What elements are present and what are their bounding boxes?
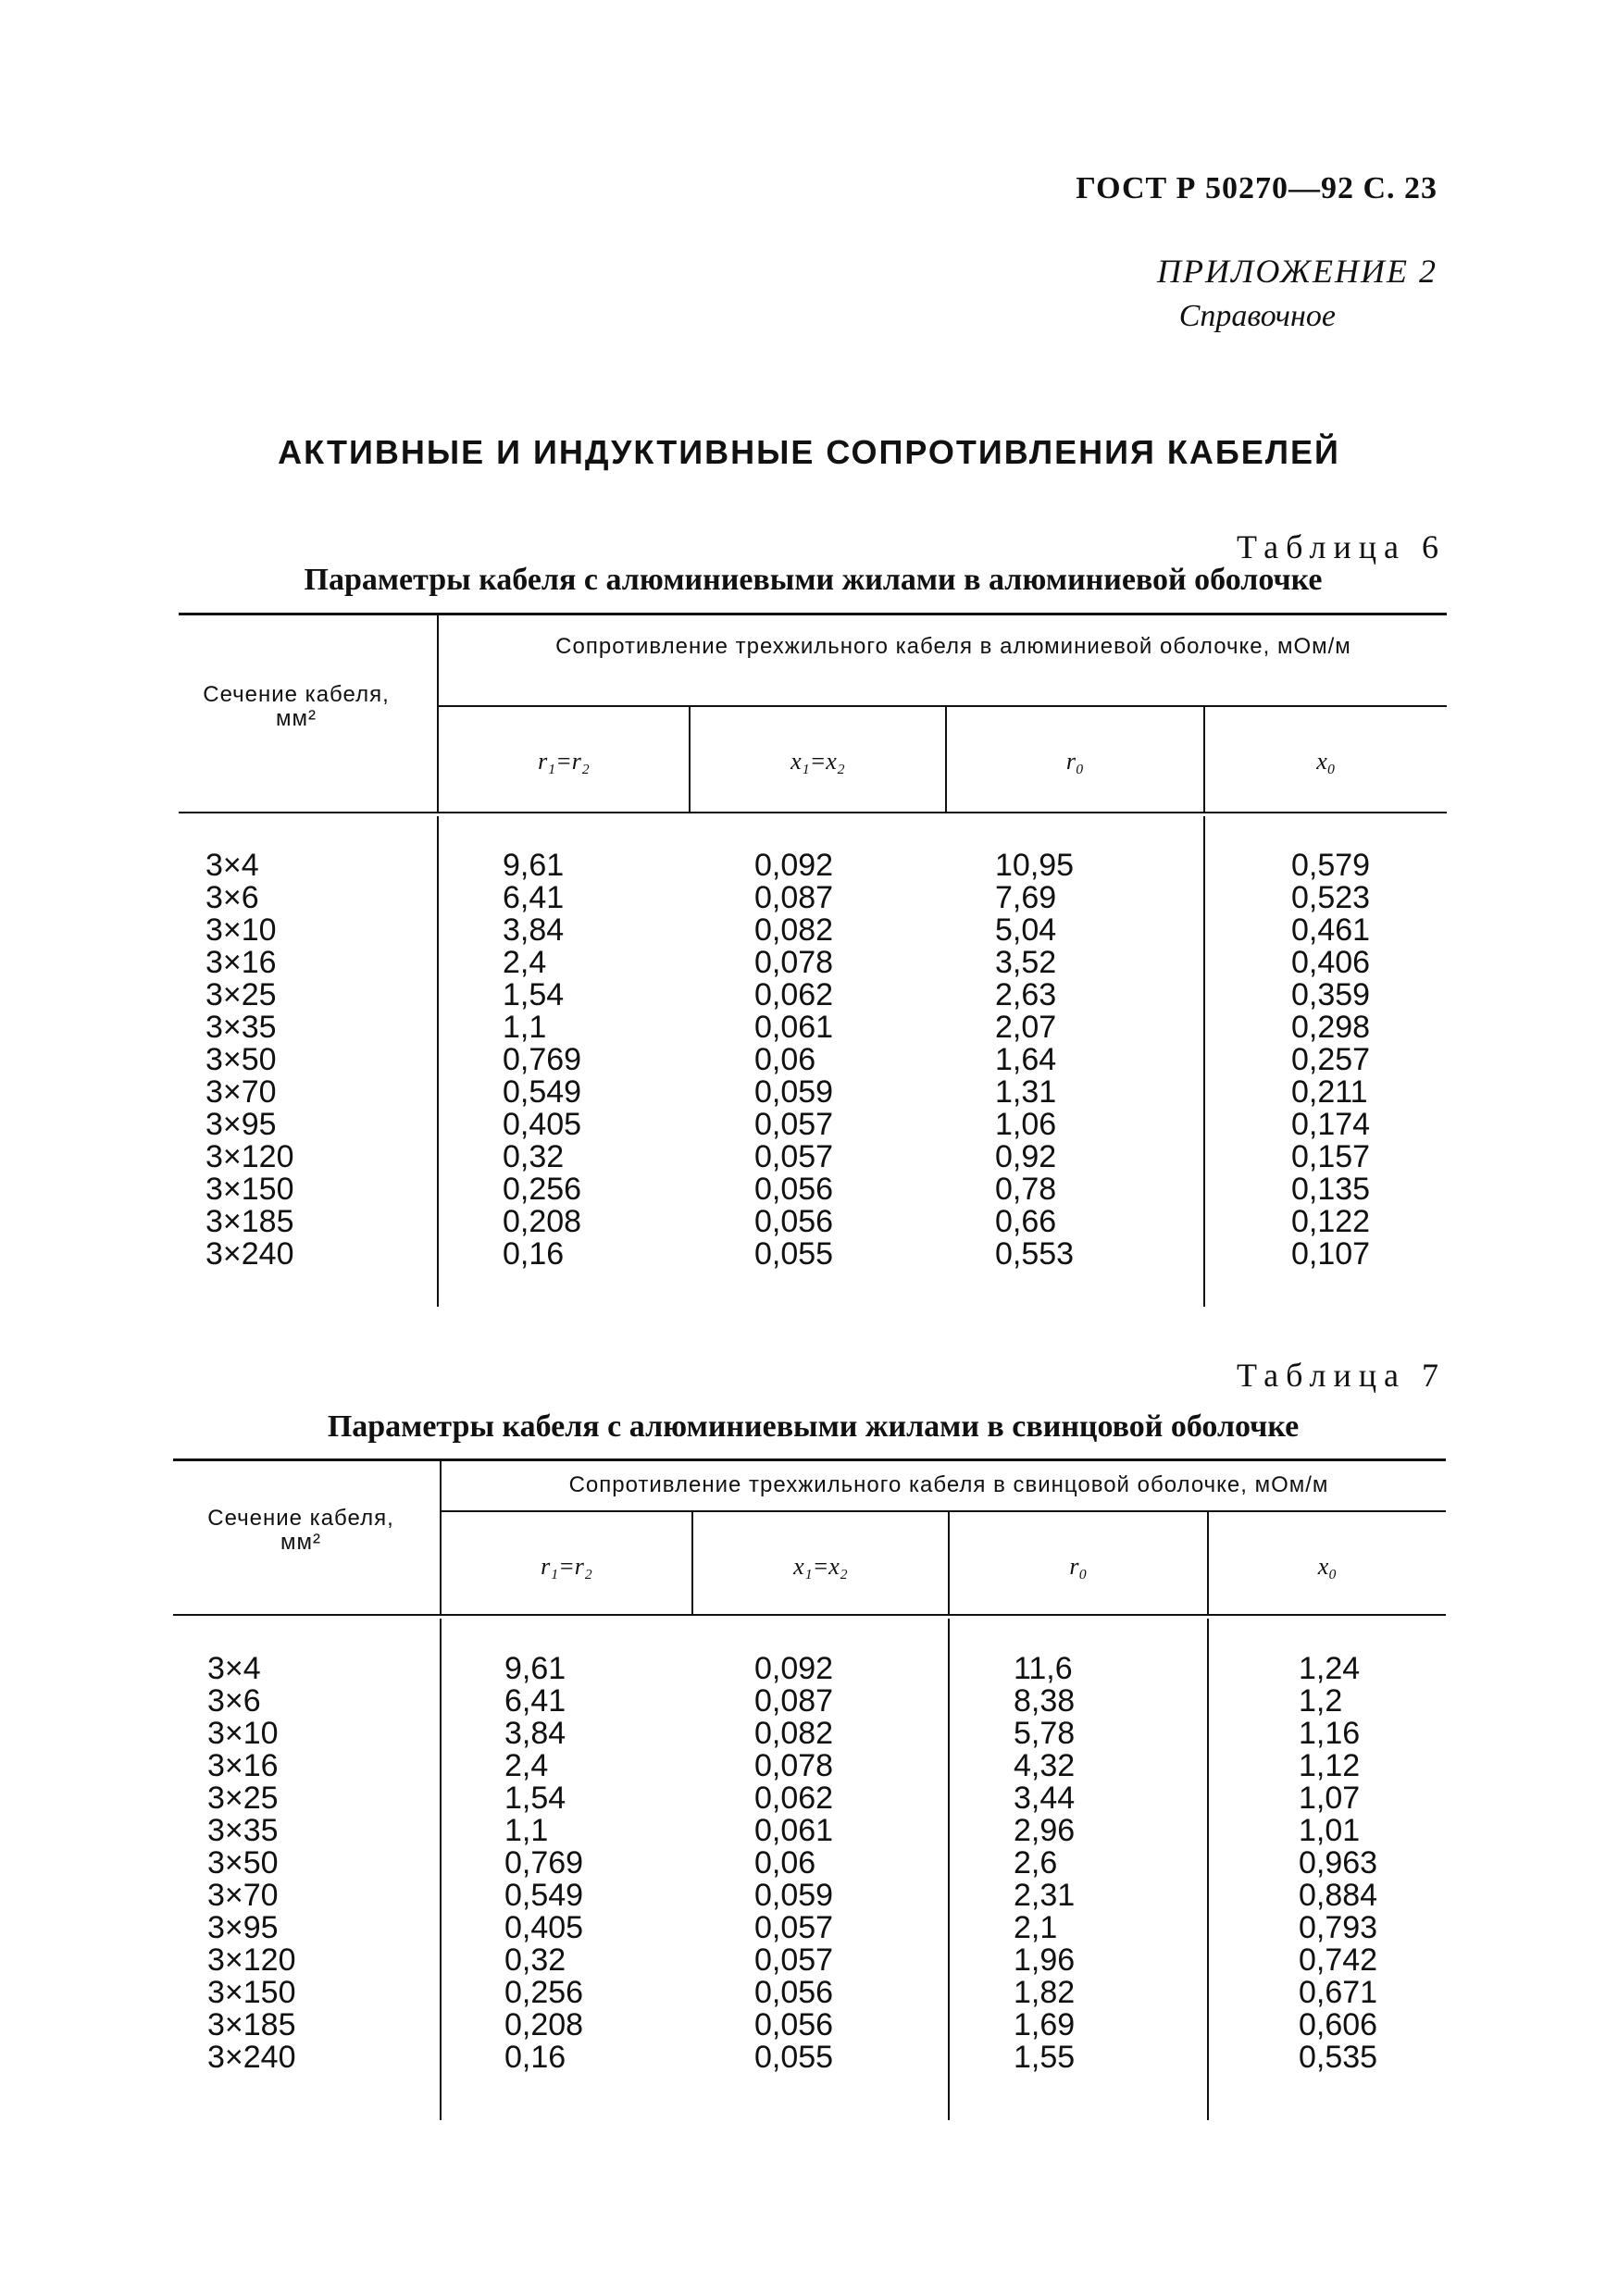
table7-col-header-r0: r₀: [1069, 1553, 1088, 1580]
document-id: ГОСТ Р 50270—92 С. 23: [1076, 171, 1438, 205]
table7-cell-sections: 3×16: [207, 1748, 279, 1783]
table6-cell-r1: 0,769: [503, 1042, 582, 1077]
table6-cell-r0: 2,63: [995, 977, 1057, 1012]
table7-cell-x0: 0,535: [1299, 2040, 1378, 2075]
table7-cell-r0: 2,1: [1014, 1910, 1058, 1945]
table7-number: Таблица 7: [1237, 1357, 1446, 1394]
table6-cell-r0: 1,64: [995, 1042, 1057, 1077]
table6-cell-sections: 3×70: [205, 1074, 277, 1110]
table7-cell-r0: 2,6: [1014, 1845, 1058, 1880]
table6-cell-r1: 0,16: [503, 1236, 565, 1272]
table6-cell-r0: 2,07: [995, 1010, 1057, 1045]
table6-cell-x1: 0,057: [754, 1139, 834, 1174]
table7-cell-sections: 3×35: [207, 1813, 279, 1848]
table7-cell-r1: 0,769: [504, 1845, 584, 1880]
table6-cell-x1: 0,082: [754, 912, 834, 948]
table6-cell-x0: 0,174: [1291, 1107, 1371, 1142]
table6-cell-sections: 3×4: [205, 848, 259, 883]
table6-cell-x1: 0,059: [754, 1074, 834, 1110]
table7-cell-r0: 1,55: [1014, 2040, 1076, 2075]
table7-cell-sections: 3×120: [207, 1942, 296, 1978]
table7-cell-x1: 0,062: [754, 1781, 834, 1816]
table7-cell-r1: 2,4: [504, 1748, 549, 1783]
table6-section-header: Сечение кабеля, мм²: [203, 682, 390, 731]
table6-cell-r1: 0,549: [503, 1074, 582, 1110]
table6-cell-r0: 5,04: [995, 912, 1057, 948]
table7-cell-x1: 0,087: [754, 1683, 834, 1719]
table6-column-x1: [754, 850, 833, 1271]
table7-cell-r1: 0,32: [504, 1942, 566, 1978]
appendix-label: ПРИЛОЖЕНИЕ 2: [1157, 253, 1438, 290]
table7-section-header: Сечение кабеля, мм²: [207, 1506, 394, 1555]
table7-divider: [948, 1619, 950, 2120]
table7-column-r1: [504, 1653, 583, 2074]
table6-cell-x0: 0,257: [1291, 1042, 1371, 1077]
table6-cell-x1: 0,078: [754, 945, 834, 980]
table6-column-r0: [995, 850, 1074, 1271]
table7-cell-r0: 3,44: [1014, 1781, 1076, 1816]
table6-cell-x1: 0,092: [754, 848, 834, 883]
table6-cell-sections: 3×240: [205, 1236, 294, 1272]
table7-cell-sections: 3×10: [207, 1716, 279, 1751]
table7-cell-r1: 6,41: [504, 1683, 566, 1719]
table6-cell-sections: 3×150: [205, 1172, 294, 1207]
table6-group-header: Сопротивление трехжильного кабеля в алюминиевой оболочке, мОм/м: [555, 634, 1351, 659]
table7-cell-x1: 0,057: [754, 1910, 834, 1945]
table7-cell-x0: 1,07: [1299, 1781, 1361, 1816]
table6-cell-r0: 1,31: [995, 1074, 1057, 1110]
table7-cell-sections: 3×4: [207, 1651, 261, 1686]
table7-cell-r0: 1,69: [1014, 2007, 1076, 2042]
table6-cell-x0: 0,298: [1291, 1010, 1371, 1045]
table6-cell-sections: 3×185: [205, 1204, 294, 1239]
table7-cell-x1: 0,059: [754, 1878, 834, 1913]
table6-col-header-x0: x₀: [1316, 748, 1336, 775]
table6-column-section: [205, 850, 294, 1271]
table7-col-header-x0: x₀: [1317, 1553, 1338, 1580]
table7-column-x0: [1299, 1653, 1377, 2074]
page-title: АКТИВНЫЕ И ИНДУКТИВНЫЕ СОПРОТИВЛЕНИЯ КАБЕЛЕЙ: [278, 433, 1340, 471]
table6-column-r1: [503, 850, 581, 1271]
table6-cell-r1: 0,208: [503, 1204, 582, 1239]
table7-cell-sections: 3×25: [207, 1781, 279, 1816]
table7-cell-sections: 3×150: [207, 1975, 296, 2010]
table7-cell-x0: 0,963: [1299, 1845, 1378, 1880]
table6-cell-x0: 0,157: [1291, 1139, 1371, 1174]
table6-cell-r0: 1,06: [995, 1107, 1057, 1142]
table7-cell-x0: 1,24: [1299, 1651, 1361, 1686]
table7-divider: [1207, 1619, 1209, 2120]
table6-cell-x0: 0,461: [1291, 912, 1371, 948]
table7-cell-sections: 3×185: [207, 2007, 296, 2042]
table7-cell-x0: 0,606: [1299, 2007, 1378, 2042]
table7-cell-r1: 1,1: [504, 1813, 549, 1848]
table6-caption: Параметры кабеля с алюминиевыми жилами в алюминиевой оболочке: [304, 563, 1323, 597]
table6-cell-r0: 0,78: [995, 1172, 1057, 1207]
table6-cell-sections: 3×10: [205, 912, 277, 948]
table6-cell-x1: 0,056: [754, 1172, 834, 1207]
table7-cell-x1: 0,082: [754, 1716, 834, 1751]
table6-cell-r0: 0,66: [995, 1204, 1057, 1239]
table7-cell-x1: 0,061: [754, 1813, 834, 1848]
table7-cell-r0: 4,32: [1014, 1748, 1076, 1783]
table7-cell-sections: 3×70: [207, 1878, 279, 1913]
table7-cell-x1: 0,055: [754, 2040, 834, 2075]
table6-cell-x1: 0,061: [754, 1010, 834, 1045]
table7-cell-r0: 2,31: [1014, 1878, 1076, 1913]
table6-cell-x1: 0,062: [754, 977, 834, 1012]
table6-divider: [1203, 816, 1205, 1307]
table6-cell-r1: 6,41: [503, 880, 565, 915]
table7-cell-r1: 1,54: [504, 1781, 566, 1816]
table7-column-r0: [1014, 1653, 1075, 2074]
table6-cell-r1: 1,1: [503, 1010, 547, 1045]
table7-cell-x1: 0,056: [754, 1975, 834, 2010]
table6-header-rule: [179, 812, 1447, 813]
table7-cell-x0: 0,793: [1299, 1910, 1378, 1945]
table6-cell-x0: 0,122: [1291, 1204, 1371, 1239]
reference-label: Справочное: [1178, 299, 1336, 333]
table6-col-header-r1: r₁=r₂: [538, 748, 590, 775]
table6-cell-sections: 3×16: [205, 945, 277, 980]
table7-cell-sections: 3×6: [207, 1683, 261, 1719]
table7-cell-r1: 0,16: [504, 2040, 566, 2075]
table7-cell-x1: 0,078: [754, 1748, 834, 1783]
table6-col-header-r0: r₀: [1065, 748, 1085, 775]
table6-cell-x1: 0,087: [754, 880, 834, 915]
table6-column-x0: [1291, 850, 1370, 1271]
table7-caption: Параметры кабеля с алюминиевыми жилами в свинцовой оболочке: [327, 1409, 1300, 1444]
table6-cell-sections: 3×6: [205, 880, 259, 915]
table7-cell-r1: 0,208: [504, 2007, 584, 2042]
table6-cell-x1: 0,055: [754, 1236, 834, 1272]
table6-number: Таблица 6: [1237, 528, 1446, 565]
table6-cell-r1: 0,405: [503, 1107, 582, 1142]
table7-cell-r0: 5,78: [1014, 1716, 1076, 1751]
table7-cell-r1: 9,61: [504, 1651, 566, 1686]
table7-cell-x1: 0,056: [754, 2007, 834, 2042]
table6-cell-r1: 1,54: [503, 977, 565, 1012]
table6-cell-sections: 3×25: [205, 977, 277, 1012]
table7-cell-x0: 1,12: [1299, 1748, 1361, 1783]
table6-cell-x0: 0,523: [1291, 880, 1371, 915]
table6-cell-sections: 3×35: [205, 1010, 277, 1045]
table7-header-rule: [173, 1614, 1446, 1616]
table6-cell-r1: 9,61: [503, 848, 565, 883]
table6-cell-x0: 0,579: [1291, 848, 1371, 883]
table7-divider: [440, 1619, 442, 2120]
table7-column-x1: [754, 1653, 833, 2074]
table7-col-header-r1: r₁=r₂: [541, 1553, 592, 1580]
table7-cell-sections: 3×50: [207, 1845, 279, 1880]
table7-cell-x0: 0,742: [1299, 1942, 1378, 1978]
table6-cell-r0: 0,553: [995, 1236, 1075, 1272]
table6-divider: [437, 615, 439, 812]
table7-cell-r1: 0,405: [504, 1910, 584, 1945]
table6-cell-x0: 0,359: [1291, 977, 1371, 1012]
table7-group-rule: [442, 1510, 1446, 1512]
table7-cell-r0: 1,96: [1014, 1942, 1076, 1978]
table6-cell-r0: 0,92: [995, 1139, 1057, 1174]
table6-group-rule: [439, 705, 1447, 707]
table7-divider: [440, 1461, 442, 1614]
table6-cell-r0: 10,95: [995, 848, 1075, 883]
table7-cell-x1: 0,06: [754, 1845, 816, 1880]
table7-cell-sections: 3×95: [207, 1910, 279, 1945]
table6-cell-sections: 3×95: [205, 1107, 277, 1142]
table6-cell-x1: 0,06: [754, 1042, 816, 1077]
table7-column-section: [207, 1653, 296, 2074]
table7-cell-x0: 0,671: [1299, 1975, 1378, 2010]
table7-cell-x0: 1,16: [1299, 1716, 1361, 1751]
table7-cell-r0: 8,38: [1014, 1683, 1076, 1719]
table7-cell-x0: 1,2: [1299, 1683, 1343, 1719]
table7-group-header: Сопротивление трехжильного кабеля в свинцовой оболочке, мОм/м: [568, 1472, 1329, 1497]
table7-cell-r0: 2,96: [1014, 1813, 1076, 1848]
table6-cell-x0: 0,406: [1291, 945, 1371, 980]
table7-cell-r1: 0,256: [504, 1975, 584, 2010]
table6-cell-x0: 0,107: [1291, 1236, 1371, 1272]
table6-divider: [437, 816, 439, 1307]
table7-cell-x1: 0,092: [754, 1651, 834, 1686]
table6-cell-x0: 0,135: [1291, 1172, 1371, 1207]
table6-cell-r0: 3,52: [995, 945, 1057, 980]
table6-cell-r0: 7,69: [995, 880, 1057, 915]
table7-top-rule: [173, 1458, 1446, 1461]
table7-cell-x0: 1,01: [1299, 1813, 1361, 1848]
table7-cell-r1: 3,84: [504, 1716, 566, 1751]
table6-top-rule: [179, 613, 1447, 615]
table7-cell-r0: 11,6: [1014, 1651, 1073, 1686]
table6-cell-x0: 0,211: [1291, 1074, 1368, 1110]
table6-cell-sections: 3×50: [205, 1042, 277, 1077]
table6-cell-r1: 2,4: [503, 945, 547, 980]
table6-cell-x1: 0,056: [754, 1204, 834, 1239]
table7-cell-r0: 1,82: [1014, 1975, 1076, 2010]
table7-cell-r1: 0,549: [504, 1878, 584, 1913]
table7-cell-x1: 0,057: [754, 1942, 834, 1978]
table6-cell-x1: 0,057: [754, 1107, 834, 1142]
table6-cell-r1: 3,84: [503, 912, 565, 948]
table6-cell-sections: 3×120: [205, 1139, 294, 1174]
table7-cell-sections: 3×240: [207, 2040, 296, 2075]
table6-cell-r1: 0,32: [503, 1139, 565, 1174]
table7-cell-x0: 0,884: [1299, 1878, 1378, 1913]
table7-col-header-x1: x₁=x₂: [793, 1553, 848, 1580]
table6-cell-r1: 0,256: [503, 1172, 582, 1207]
table6-col-header-x1: x₁=x₂: [790, 748, 845, 775]
